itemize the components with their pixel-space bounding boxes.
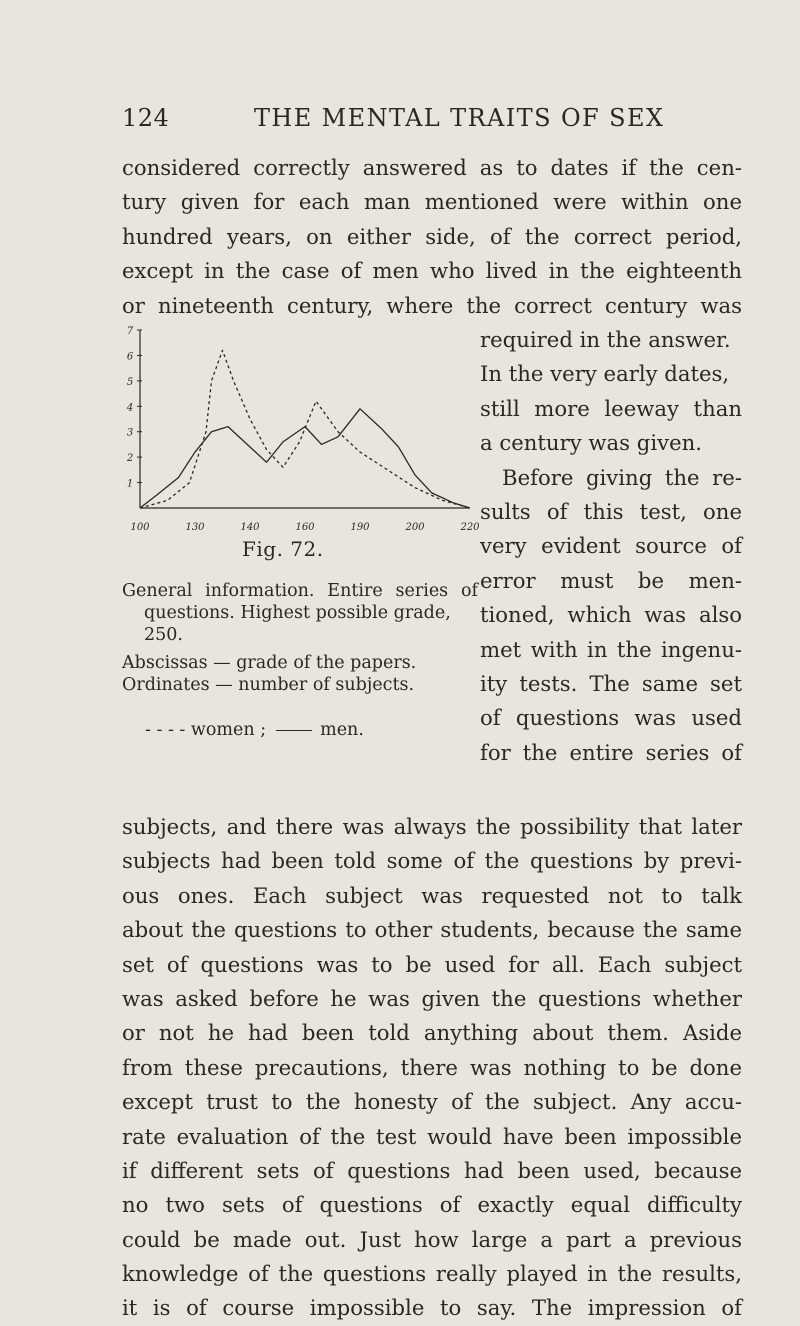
text-line: still more leeway than <box>480 395 742 421</box>
x-tick-label: 100 <box>130 522 150 533</box>
x-tick-label: 220 <box>460 522 480 533</box>
figure-caption: Fig. 72. <box>242 537 324 561</box>
body-right-column <box>480 323 742 770</box>
text-line: from these precautions, there was nothing to be done <box>122 1054 742 1080</box>
text-line: subjects had been told some of the questions by previ- <box>122 848 742 874</box>
text-line: tury given for each man mentioned were within one <box>122 189 742 215</box>
y-tick-label: 1 <box>126 478 134 490</box>
text-line: could be made out. Just how large a part a previous <box>122 1226 742 1252</box>
x-tick-label: 160 <box>295 522 315 533</box>
text-line: except trust to the honesty of the subject. Any accu- <box>122 1089 742 1115</box>
legend-line: 250. <box>144 625 183 645</box>
y-tick-label: 3 <box>126 427 134 439</box>
text-line: a century was given. <box>480 430 703 456</box>
x-tick-label: 190 <box>350 522 370 533</box>
legend-men: men. <box>320 720 364 740</box>
figure-legend <box>122 580 478 696</box>
x-tick-label: 140 <box>240 522 260 533</box>
text-line: it is of course impossible to say. The impression of <box>122 1295 742 1321</box>
text-line: knowledge of the questions really played in the results, <box>122 1261 742 1287</box>
text-line: very evident source of <box>480 533 742 559</box>
text-line: hundred years, on either side, of the correct period, <box>122 223 742 249</box>
y-tick-label: 7 <box>126 326 134 337</box>
y-tick-label: 6 <box>126 351 134 363</box>
text-line: except in the case of men who lived in the eighteenth <box>122 258 742 284</box>
text-line: was asked before he was given the questions whether <box>122 985 742 1011</box>
text-line: no two sets of questions of exactly equal difficulty <box>122 1192 742 1218</box>
text-line: considered correctly answered as to dates if the cen- <box>122 155 742 180</box>
legend-women: - - - - women ; <box>145 720 267 740</box>
y-tick-label: 4 <box>126 402 134 414</box>
text-line: required in the answer. <box>480 327 731 352</box>
x-tick-label: 200 <box>405 522 425 533</box>
text-line: if different sets of questions had been used, because <box>122 1157 742 1183</box>
running-head: THE MENTAL TRAITS OF SEX <box>254 104 665 132</box>
text-line: ity tests. The same set <box>480 670 742 696</box>
figure-72 <box>118 318 480 546</box>
text-line: rate evaluation of the test would have been impossible <box>122 1123 742 1149</box>
text-line: error must be men- <box>480 567 742 593</box>
text-line: or not he had been told anything about them. Aside <box>122 1020 742 1046</box>
page-number: 124 <box>122 104 170 132</box>
series-line-men <box>140 409 470 508</box>
text-line: In the very early dates, <box>480 361 730 387</box>
text-line: Before giving the re- <box>502 464 742 490</box>
y-tick-label: 5 <box>126 376 134 388</box>
series-line-women <box>140 350 470 508</box>
text-line: of questions was used <box>480 705 742 731</box>
y-tick-label: 2 <box>126 453 134 465</box>
legend-line: Ordinates — number of subjects. <box>122 675 415 695</box>
text-line: sults of this test, one <box>480 498 742 524</box>
body-bottom <box>122 810 742 1326</box>
text-line: set of questions was to be used for all. Each subject <box>122 951 742 977</box>
series-legend <box>145 720 364 740</box>
text-line: subjects, and there was always the possibility that later <box>122 814 742 839</box>
legend-line: General information. Entire series of <box>122 581 478 601</box>
text-line: ous ones. Each subject was requested not to talk <box>122 882 742 908</box>
legend-line: Abscissas — grade of the papers. <box>122 653 417 673</box>
x-tick-label: 130 <box>185 522 205 533</box>
solid-line-swatch <box>276 730 312 731</box>
text-line: for the entire series of <box>480 739 742 765</box>
text-line: met with in the ingenu- <box>480 636 742 662</box>
page-header <box>122 104 742 144</box>
text-line: about the questions to other students, because the same <box>122 917 742 943</box>
body-top <box>122 151 742 323</box>
distribution-chart <box>118 318 480 546</box>
text-line: or nineteenth century, where the correct century was <box>122 292 742 318</box>
text-line: tioned, which was also <box>480 602 742 628</box>
legend-line: questions. Highest possible grade, <box>144 603 451 623</box>
